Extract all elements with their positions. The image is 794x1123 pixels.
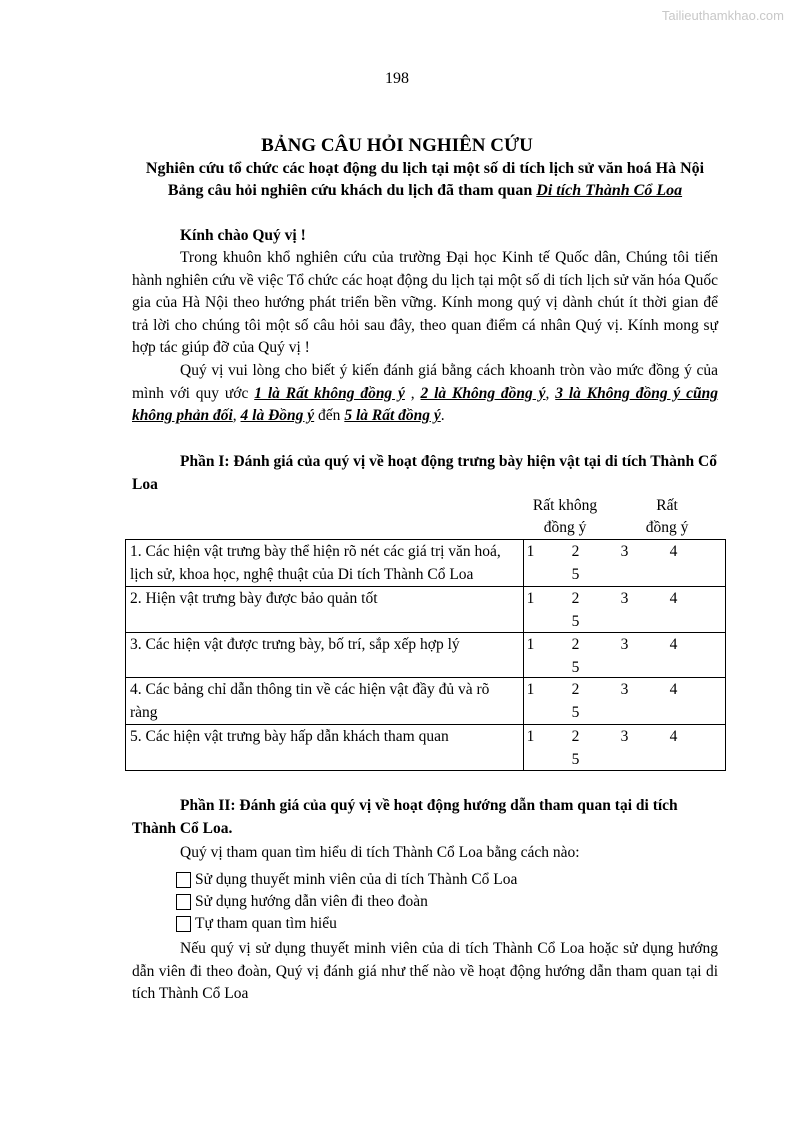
greeting: Kính chào Quý vị ! <box>180 227 306 244</box>
table-row <box>126 678 726 725</box>
table-row <box>126 587 726 633</box>
rating-4[interactable]: 4 <box>669 590 678 607</box>
checkbox[interactable] <box>176 916 191 932</box>
question-visit-method: Quý vị tham quan tìm hiểu di tích Thành Cổ Loa bằng cách nào: <box>180 844 580 861</box>
question-statement: 4. Các bảng chỉ dẫn thông tin về các hiện vật đầy đủ và rõ ràng <box>126 678 524 725</box>
rating-options <box>523 632 725 678</box>
rating-1[interactable]: 1 <box>526 543 535 560</box>
instruction-prefix: Quý vị vui lòng cho biết ý kiến đánh giá bằng cách khoanh tròn vào mức đồng ý của mình với quy ước <box>132 362 718 402</box>
section-2-text: Phần II: Đánh giá của quý vị về hoạt động hướng dẫn tham quan tại di tích Thành Cổ Loa. <box>132 797 678 837</box>
rating-2[interactable]: 2 <box>571 728 580 746</box>
rating-4[interactable]: 4 <box>669 681 678 699</box>
rating-5[interactable]: 5 <box>571 658 580 676</box>
survey-target-line <box>0 182 794 200</box>
question-statement: 1. Các hiện vật trưng bày thể hiện rõ nét các giá trị văn hoá, lịch sử, khoa học, nghệ thuật của Di tích Thành Cổ Loa <box>126 540 524 587</box>
scale-header-right-line2: đồng ý <box>645 519 689 536</box>
scale-header-left-line1: Rất không <box>532 497 598 514</box>
scale-label-3: 3 là Không đồng ý cũng không phản đối <box>132 384 719 424</box>
survey-site-name: Di tích Thành Cổ Loa <box>536 182 683 199</box>
scale-label-5: 5 là Rất đồng ý <box>344 407 441 424</box>
rating-5[interactable]: 5 <box>571 751 580 769</box>
separator: , <box>545 384 556 402</box>
rating-1[interactable]: 1 <box>526 635 535 653</box>
watermark-text: Tailieuthamkhao.com <box>661 8 784 23</box>
separator: , <box>404 384 421 402</box>
instruction-paragraph <box>132 360 718 428</box>
scale-label-1: 1 là Rất không đồng ý <box>254 384 405 402</box>
rating-table <box>125 539 726 771</box>
page-number: 198 <box>385 70 409 87</box>
table-row <box>126 725 726 771</box>
rating-options <box>523 678 725 725</box>
separator: , <box>232 407 241 424</box>
rating-5[interactable]: 5 <box>571 566 580 583</box>
scale-label-4: 4 là Đồng ý <box>240 407 315 424</box>
section-1-text: Phần I: Đánh giá của quý vị về hoạt động trưng bày hiện vật tại di tích Thành Cổ Loa <box>132 453 717 493</box>
question-statement: 2. Hiện vật trưng bày được bảo quản tốt <box>126 587 524 633</box>
rating-options <box>523 540 725 587</box>
option-label: Tự tham quan tìm hiểu <box>195 915 337 932</box>
document-subtitle: Nghiên cứu tổ chức các hoạt động du lịch tại một số di tích lịch sử văn hoá Hà Nội <box>145 160 705 177</box>
scale-header-right-line1: Rất <box>656 497 678 514</box>
rating-1[interactable]: 1 <box>526 728 535 746</box>
rating-3[interactable]: 3 <box>620 635 629 653</box>
followup-text: Nếu quý vị sử dụng thuyết minh viên của di tích Thành Cổ Loa hoặc sử dụng hướng dẫn viên đi theo đoàn, Quý vị đánh giá như thế nào về hoạt động hướng dẫn tham quan tại di tích Thành Cổ Loa <box>132 940 718 1002</box>
option-label: Sử dụng thuyết minh viên của di tích Thành Cổ Loa <box>195 871 518 888</box>
rating-4[interactable]: 4 <box>669 635 678 653</box>
rating-options <box>523 587 725 633</box>
intro-paragraph <box>132 247 718 360</box>
question-statement: 5. Các hiện vật trưng bày hấp dẫn khách tham quan <box>126 725 524 771</box>
scale-header-right <box>632 495 702 539</box>
option-guide-site[interactable] <box>176 871 517 889</box>
section-1-heading <box>132 451 718 496</box>
rating-2[interactable]: 2 <box>571 635 580 653</box>
intro-text: Trong khuôn khổ nghiên cứu của trường Đại học Kinh tế Quốc dân, Chúng tôi tiến hành nghiên cứu về việc Tổ chức các hoạt động du lịch tại một số di tích lịch sử văn hóa Quốc gia của Hà Nội theo hướng phát triển bền vững. Kính mong quý vị dành chút ít thời gian để trả lời cho chúng tôi một số câu hỏi sau đây, theo quan điểm cá nhân Quý vị. Kính mong sự hợp tác giúp đỡ của Quý vị ! <box>132 249 718 356</box>
rating-2[interactable]: 2 <box>571 590 580 607</box>
separator: . <box>440 407 445 424</box>
rating-2[interactable]: 2 <box>571 543 580 560</box>
rating-4[interactable]: 4 <box>669 543 678 560</box>
rating-3[interactable]: 3 <box>620 543 629 560</box>
rating-3[interactable]: 3 <box>620 681 629 699</box>
option-guide-tour[interactable] <box>176 893 428 911</box>
rating-3[interactable]: 3 <box>620 590 629 607</box>
option-label: Sử dụng hướng dẫn viên đi theo đoàn <box>195 893 428 910</box>
rating-4[interactable]: 4 <box>669 728 678 746</box>
rating-5[interactable]: 5 <box>571 613 580 630</box>
rating-5[interactable]: 5 <box>571 704 580 722</box>
section-2-heading <box>132 795 718 840</box>
document-title: BẢNG CÂU HỎI NGHIÊN CỨU <box>261 135 533 156</box>
table-row <box>126 632 726 678</box>
rating-options <box>523 725 725 771</box>
checkbox[interactable] <box>176 872 191 888</box>
table-row <box>126 540 726 587</box>
checkbox[interactable] <box>176 894 191 910</box>
followup-paragraph <box>132 938 718 1006</box>
survey-target-prefix: Bảng câu hỏi nghiên cứu khách du lịch đã tham quan <box>167 182 537 199</box>
rating-1[interactable]: 1 <box>526 590 535 607</box>
rating-3[interactable]: 3 <box>620 728 629 746</box>
scale-header-left <box>525 495 605 539</box>
scale-label-2: 2 là Không đồng ý <box>420 384 546 402</box>
separator: đến <box>314 407 345 424</box>
rating-2[interactable]: 2 <box>571 681 580 699</box>
rating-1[interactable]: 1 <box>526 681 535 699</box>
option-self-visit[interactable] <box>176 915 337 933</box>
scale-header-left-line2: đồng ý <box>543 519 587 536</box>
question-statement: 3. Các hiện vật được trưng bày, bố trí, sắp xếp hợp lý <box>126 632 524 678</box>
